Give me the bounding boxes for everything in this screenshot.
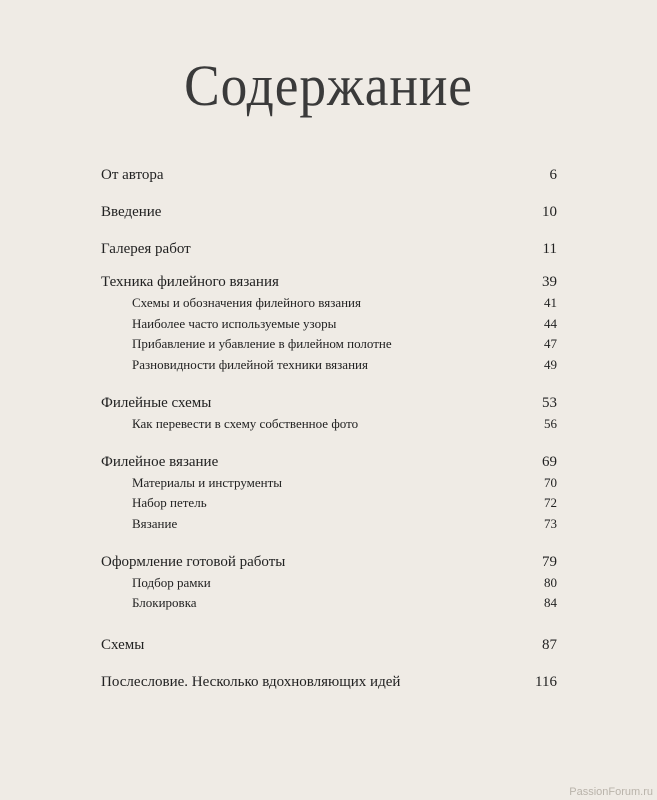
toc-entry-page: 39 <box>542 274 557 290</box>
toc-subentry-label: Разновидности филейной техники вязания <box>132 356 368 372</box>
toc-subentry-page: 84 <box>544 595 557 610</box>
toc-entry[interactable] <box>101 160 557 197</box>
toc-entry-page: 10 <box>542 204 557 220</box>
toc-subentry-page: 41 <box>544 295 557 310</box>
toc-subentry-label: Как перевести в схему собственное фото <box>132 415 359 431</box>
toc-subentry[interactable] <box>101 355 557 392</box>
toc-entry-label: Филейное вязание <box>101 453 219 470</box>
toc-subentry[interactable] <box>101 593 557 630</box>
toc-entry-page: 69 <box>542 453 557 470</box>
toc-entry-page: 87 <box>542 637 557 653</box>
toc-subentry[interactable] <box>101 414 557 451</box>
toc-subentry[interactable] <box>101 493 557 514</box>
toc-entry-label: От автора <box>101 167 164 183</box>
toc-entry-label: Оформление готовой работы <box>101 553 286 570</box>
toc-entry-page: 53 <box>542 394 557 411</box>
toc-entry-page: 6 <box>549 167 557 183</box>
toc-subentry-label: Материалы и инструменты <box>132 474 283 490</box>
toc-entry-label: Филейные схемы <box>101 394 212 411</box>
toc-entry-label: Галерея работ <box>101 241 191 257</box>
toc-entry-page: 11 <box>542 241 557 257</box>
toc-subentry-page: 73 <box>544 515 557 531</box>
toc-subentry[interactable] <box>101 293 557 314</box>
toc-subentry[interactable] <box>101 473 557 494</box>
toc-subentry-label: Схемы и обозначения филейного вязания <box>132 295 361 310</box>
toc-entry-page: 79 <box>542 553 557 570</box>
toc-entry-label: Схемы <box>101 637 145 653</box>
toc-entry-page: 116 <box>535 674 557 690</box>
toc-subentry-label: Подбор рамки <box>132 574 211 590</box>
toc-entry[interactable] <box>101 551 557 573</box>
toc-subentry-page: 72 <box>544 495 557 510</box>
toc-subentry-page: 70 <box>544 474 557 490</box>
toc-subentry[interactable] <box>101 314 557 335</box>
table-of-contents <box>101 160 557 704</box>
toc-entry[interactable] <box>101 392 557 414</box>
toc-entry-label: Техника филейного вязания <box>101 274 279 290</box>
toc-subentry-page: 47 <box>544 336 557 351</box>
toc-subentry-label: Блокировка <box>132 595 197 610</box>
toc-entry-label: Послесловие. Несколько вдохновляющих идей <box>101 674 401 690</box>
page-title: Содержание <box>184 53 473 118</box>
toc-entry[interactable] <box>101 197 557 234</box>
toc-subentry-page: 49 <box>544 356 557 372</box>
toc-subentry-page: 80 <box>544 574 557 590</box>
toc-subentry-label: Вязание <box>132 515 178 531</box>
toc-entry[interactable] <box>101 271 557 293</box>
toc-entry[interactable] <box>101 630 557 667</box>
toc-subentry-label: Прибавление и убавление в филейном полотне <box>132 336 392 351</box>
toc-subentry[interactable] <box>101 514 557 551</box>
toc-entry[interactable] <box>101 667 557 704</box>
toc-subentry-page: 44 <box>544 315 557 331</box>
watermark: PassionForum.ru <box>569 786 653 798</box>
toc-entry[interactable] <box>101 451 557 473</box>
toc-subentry-label: Наиболее часто используемые узоры <box>132 315 337 331</box>
toc-entry-label: Введение <box>101 204 162 220</box>
toc-subentry-label: Набор петель <box>132 495 207 510</box>
toc-subentry-page: 56 <box>544 415 557 431</box>
toc-subentry[interactable] <box>101 334 557 355</box>
toc-subentry[interactable] <box>101 573 557 594</box>
toc-entry[interactable] <box>101 234 557 271</box>
